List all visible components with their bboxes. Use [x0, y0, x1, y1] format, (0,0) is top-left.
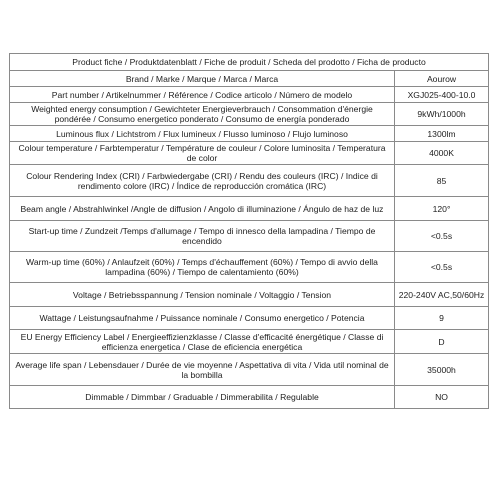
table-row [10, 103, 489, 126]
table-row [10, 126, 489, 142]
table-row [10, 142, 489, 165]
row-label: Dimmable / Dimmbar / Graduable / Dimmerabilita / Regulable [10, 386, 395, 409]
row-label: Weighted energy consumption / Gewichteter Energieverbrauch / Consommation d'énergie pondérée / Consumo energetico ponderato / Consumo de energía ponderado [10, 103, 395, 126]
table-row [10, 165, 489, 197]
table-row [10, 330, 489, 354]
row-label: Part number / Artikelnummer / Référence / Codice articolo / Número de modelo [10, 87, 395, 103]
table-row [10, 221, 489, 252]
row-label: Start-up time / Zundzeit /Temps d'allumage / Tempo di innesco della lampadina / Tiempo de encendido [10, 221, 395, 252]
row-label: Wattage / Leistungsaufnahme / Puissance nominale / Consumo energetico / Potencia [10, 307, 395, 330]
table-row [10, 71, 489, 87]
table-title-row [10, 54, 489, 71]
row-value: 120° [395, 197, 489, 221]
row-label: EU Energy Efficiency Label / Energieeffizienzklasse / Classe d'efficacité énergétique / Classe di efficienza energetica / Clase de eficiencia energética [10, 330, 395, 354]
table-row [10, 386, 489, 409]
product-fiche-body [10, 54, 489, 409]
row-value: NO [395, 386, 489, 409]
row-label: Colour temperature / Farbtemperatur / Température de couleur / Colore luminosita / Temperatura de color [10, 142, 395, 165]
table-row [10, 354, 489, 386]
row-value: 9 [395, 307, 489, 330]
table-row [10, 252, 489, 283]
row-label: Luminous flux / Lichtstrom / Flux lumineux / Flusso luminoso / Flujo luminoso [10, 126, 395, 142]
product-fiche [9, 53, 488, 409]
table-row [10, 283, 489, 307]
row-value: 85 [395, 165, 489, 197]
row-label: Voltage / Betriebsspannung / Tension nominale / Voltaggio / Tension [10, 283, 395, 307]
table-row [10, 197, 489, 221]
row-value: 1300lm [395, 126, 489, 142]
row-value: Aourow [395, 71, 489, 87]
row-value: <0.5s [395, 221, 489, 252]
row-value: D [395, 330, 489, 354]
row-label: Average life span / Lebensdauer / Durée de vie moyenne / Aspettativa di vita / Vida util nominal de la bombilla [10, 354, 395, 386]
row-label: Colour Rendering Index (CRI) / Farbwiedergabe (CRI) / Rendu des couleurs (IRC) / Indice di rendimento colore (IRC) / Índice de reproducción cromática (IRC) [10, 165, 395, 197]
row-value: 9kWh/1000h [395, 103, 489, 126]
row-value: 35000h [395, 354, 489, 386]
row-label: Warm-up time (60%) / Anlaufzeit (60%) / Temps d'échauffement (60%) / Tempo di avvio della lampadina (60%) / Tiempo de calentamiento (60%) [10, 252, 395, 283]
table-row [10, 87, 489, 103]
row-value: XGJ025-400-10.0 [395, 87, 489, 103]
table-title: Product fiche / Produktdatenblatt / Fiche de produit / Scheda del prodotto / Ficha de producto [10, 54, 489, 71]
row-value: <0.5s [395, 252, 489, 283]
table-row [10, 307, 489, 330]
row-label: Beam angle / Abstrahlwinkel /Angle de diffusion / Angolo di illuminazione / Ángulo de haz de luz [10, 197, 395, 221]
row-value: 4000K [395, 142, 489, 165]
row-label: Brand / Marke / Marque / Marca / Marca [10, 71, 395, 87]
row-value: 220-240V AC,50/60Hz [395, 283, 489, 307]
product-fiche-table [9, 53, 489, 409]
